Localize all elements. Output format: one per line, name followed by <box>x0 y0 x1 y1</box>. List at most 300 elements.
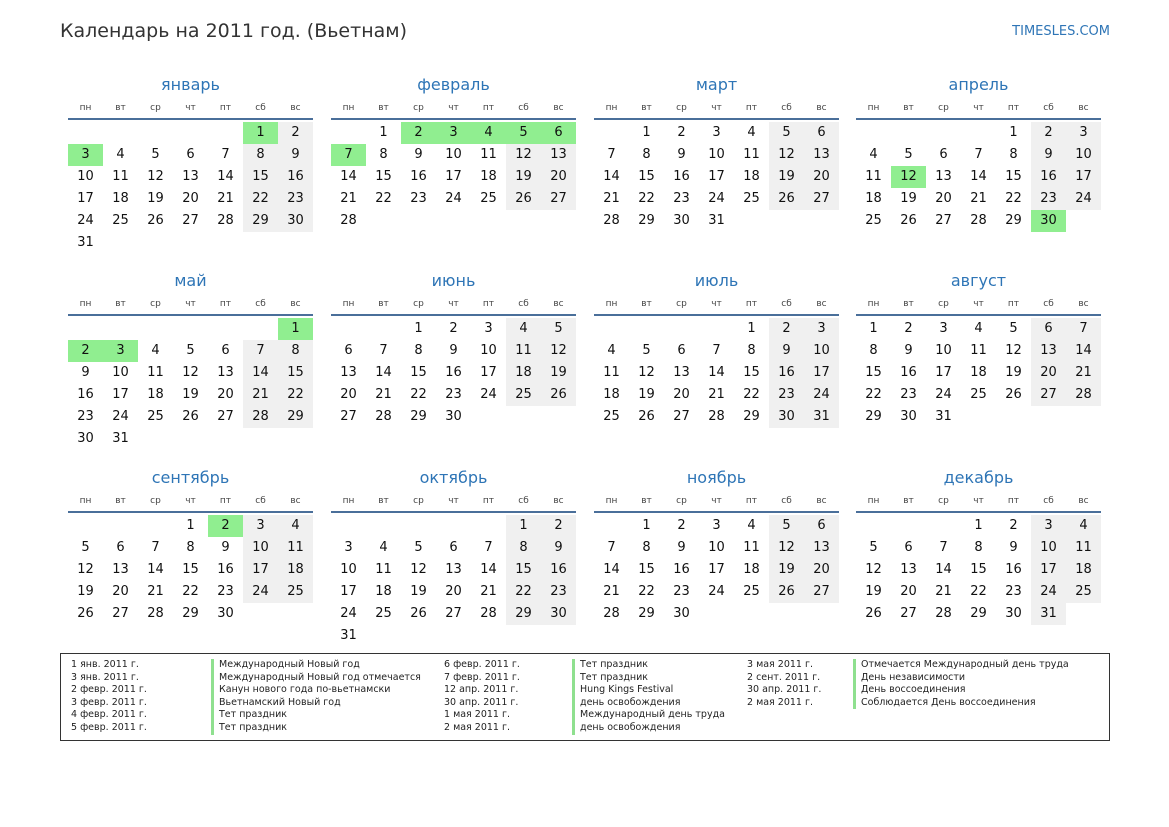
day-cell: 20 <box>445 584 462 599</box>
day-cell: 20 <box>217 387 234 402</box>
day-cell: 22 <box>638 584 655 599</box>
day-cell: 29 <box>865 409 882 424</box>
day-cell: 8 <box>642 147 651 162</box>
legend-holiday-name: Отмечается Международный день труда <box>853 659 1069 672</box>
day-cell: 22 <box>638 191 655 206</box>
day-cell: 4 <box>869 147 878 162</box>
day-cell: 17 <box>480 365 497 380</box>
month-name: октябрь <box>419 468 488 487</box>
empty-cell <box>699 318 734 340</box>
day-cell: 11 <box>147 365 164 380</box>
day-cell: 12 <box>769 144 804 166</box>
legend-holiday-name: Тет праздник <box>211 722 287 735</box>
day-cell: 26 <box>77 606 94 621</box>
day-cell: 13 <box>935 169 952 184</box>
weekday-label: сб <box>518 103 529 113</box>
day-cell: 2 <box>1031 122 1066 144</box>
day-cell: 15 <box>375 169 392 184</box>
empty-cell <box>366 318 401 340</box>
weekday-label: пт <box>482 103 495 113</box>
day-cell: 27 <box>804 188 839 210</box>
day-cell: 1 <box>506 515 541 537</box>
day-cell: 5 <box>151 147 160 162</box>
holiday-day-cell: 1 <box>243 122 278 144</box>
day-cell: 27 <box>217 409 234 424</box>
day-cell: 13 <box>673 365 690 380</box>
weekday-label: чт <box>973 299 984 309</box>
empty-cell <box>366 515 401 537</box>
day-cell: 11 <box>506 340 541 362</box>
day-cell: 6 <box>221 343 230 358</box>
day-cell: 13 <box>182 169 199 184</box>
day-cell: 21 <box>340 191 357 206</box>
day-cell: 25 <box>743 191 760 206</box>
day-cell: 9 <box>904 343 913 358</box>
day-cell: 6 <box>904 540 913 555</box>
day-cell: 2 <box>904 321 913 336</box>
weekday-header <box>68 491 313 513</box>
day-cell: 19 <box>506 166 541 188</box>
empty-cell <box>629 318 664 340</box>
weekday-label: сб <box>255 299 266 309</box>
day-cell: 3 <box>243 515 278 537</box>
day-cell: 5 <box>414 540 423 555</box>
day-cell: 15 <box>638 169 655 184</box>
day-cell: 16 <box>541 559 576 581</box>
month-block <box>331 467 576 647</box>
weekday-label: сб <box>1043 299 1054 309</box>
day-cell: 7 <box>243 340 278 362</box>
legend-date: 3 мая 2011 г. <box>747 659 813 670</box>
day-cell: 11 <box>743 540 760 555</box>
weekday-label: пт <box>1007 299 1020 309</box>
day-cell: 11 <box>743 147 760 162</box>
day-cell: 23 <box>410 191 427 206</box>
day-cell: 30 <box>278 210 313 232</box>
day-cell: 13 <box>541 144 576 166</box>
day-cell: 18 <box>865 191 882 206</box>
day-cell: 19 <box>900 191 917 206</box>
day-cell: 1 <box>642 518 651 533</box>
legend-row <box>747 684 1069 697</box>
month-block <box>856 74 1101 232</box>
weekday-label: чт <box>448 103 459 113</box>
day-cell: 13 <box>217 365 234 380</box>
day-cell: 27 <box>340 409 357 424</box>
empty-cell <box>594 318 629 340</box>
day-cell: 7 <box>607 147 616 162</box>
legend-date: 3 янв. 2011 г. <box>71 671 139 683</box>
day-cell: 24 <box>480 387 497 402</box>
day-cell: 17 <box>935 365 952 380</box>
legend-holiday-name: Тет праздник <box>572 659 648 672</box>
weekday-label: вс <box>1078 103 1089 113</box>
day-cell: 19 <box>1005 365 1022 380</box>
day-cell: 25 <box>112 213 129 228</box>
empty-cell <box>173 122 208 144</box>
day-cell: 25 <box>603 409 620 424</box>
day-cell: 28 <box>375 409 392 424</box>
day-cell: 2 <box>1009 518 1018 533</box>
weekday-label: пн <box>342 299 355 309</box>
month-name: июль <box>694 271 739 290</box>
day-cell: 25 <box>743 584 760 599</box>
holiday-day-cell: 3 <box>436 122 471 144</box>
day-cell: 21 <box>480 584 497 599</box>
empty-cell <box>926 515 961 537</box>
weekday-label: вт <box>378 299 389 309</box>
weekday-label: чт <box>185 103 196 113</box>
legend-row <box>444 659 725 672</box>
day-cell: 20 <box>112 584 129 599</box>
weekday-header <box>856 98 1101 120</box>
day-cell: 16 <box>445 365 462 380</box>
holiday-day-cell: 6 <box>541 122 576 144</box>
weekday-label: вс <box>553 496 564 506</box>
day-cell: 3 <box>712 518 721 533</box>
empty-cell <box>961 122 996 144</box>
day-cell: 5 <box>869 540 878 555</box>
day-cell: 23 <box>541 581 576 603</box>
legend-holiday-name: день освобождения <box>572 697 680 710</box>
day-cell: 7 <box>974 147 983 162</box>
holiday-day-cell: 4 <box>471 122 506 144</box>
day-cell: 27 <box>804 581 839 603</box>
day-cell: 15 <box>410 365 427 380</box>
day-cell: 26 <box>638 409 655 424</box>
day-cell: 20 <box>900 584 917 599</box>
day-cell: 11 <box>865 169 882 184</box>
weekday-label: пн <box>79 496 92 506</box>
site-link[interactable]: TIMESLES.COM <box>1012 24 1110 39</box>
day-cell: 19 <box>541 362 576 384</box>
weekday-label: ср <box>938 299 949 309</box>
day-cell: 5 <box>642 343 651 358</box>
weekday-label: пн <box>79 299 92 309</box>
day-cell: 29 <box>1005 213 1022 228</box>
day-cell: 4 <box>747 125 756 140</box>
weekday-label: сб <box>781 299 792 309</box>
day-cell: 18 <box>743 169 760 184</box>
month-name: декабрь <box>943 468 1014 487</box>
weekday-label: ср <box>413 103 424 113</box>
day-cell: 31 <box>77 235 94 250</box>
legend-holiday-name: Соблюдается День воссоединения <box>853 697 1036 710</box>
weekday-label: сб <box>781 496 792 506</box>
day-cell: 26 <box>541 384 576 406</box>
weekday-label: ср <box>938 103 949 113</box>
legend-holiday-name: Международный Новый год отмечается <box>211 672 421 685</box>
legend-date: 30 апр. 2011 г. <box>747 684 822 696</box>
day-cell: 22 <box>970 584 987 599</box>
weekday-label: пн <box>867 103 880 113</box>
day-cell: 16 <box>217 562 234 577</box>
day-cell: 10 <box>935 343 952 358</box>
day-cell: 3 <box>484 321 493 336</box>
weekday-label: пт <box>219 496 232 506</box>
legend-date: 30 апр. 2011 г. <box>444 696 519 708</box>
day-cell: 5 <box>769 515 804 537</box>
weekday-label: вт <box>903 103 914 113</box>
day-cell: 23 <box>445 387 462 402</box>
legend-row <box>747 659 1069 672</box>
empty-cell <box>138 515 173 537</box>
weekday-label: пн <box>867 299 880 309</box>
month-name: ноябрь <box>686 468 747 487</box>
day-cell: 27 <box>673 409 690 424</box>
weekday-label: ср <box>150 299 161 309</box>
legend-column-3 <box>747 659 1069 709</box>
day-cell: 15 <box>865 365 882 380</box>
day-cell: 27 <box>900 606 917 621</box>
day-cell: 24 <box>112 409 129 424</box>
day-cell: 16 <box>900 365 917 380</box>
day-cell: 20 <box>182 191 199 206</box>
day-cell: 22 <box>1005 191 1022 206</box>
day-cell: 23 <box>217 584 234 599</box>
day-cell: 17 <box>708 169 725 184</box>
weekday-label: чт <box>711 299 722 309</box>
day-cell: 13 <box>340 365 357 380</box>
empty-cell <box>68 318 103 340</box>
day-cell: 1 <box>747 321 756 336</box>
day-cell: 7 <box>712 343 721 358</box>
weekday-label: ср <box>413 299 424 309</box>
day-cell: 8 <box>1009 147 1018 162</box>
legend-date: 4 февр. 2011 г. <box>71 709 147 721</box>
day-grid <box>594 318 839 428</box>
weekday-label: сб <box>255 496 266 506</box>
weekday-label: вс <box>816 103 827 113</box>
day-cell: 7 <box>221 147 230 162</box>
day-cell: 8 <box>278 340 313 362</box>
weekday-label: чт <box>973 496 984 506</box>
day-cell: 26 <box>900 213 917 228</box>
day-cell: 28 <box>217 213 234 228</box>
day-cell: 30 <box>673 213 690 228</box>
empty-cell <box>926 122 961 144</box>
day-cell: 6 <box>677 343 686 358</box>
day-cell: 29 <box>506 603 541 625</box>
day-cell: 9 <box>414 147 423 162</box>
weekday-label: вс <box>553 103 564 113</box>
day-cell: 2 <box>769 318 804 340</box>
weekday-label: пт <box>482 496 495 506</box>
holiday-legend <box>60 653 1110 741</box>
day-cell: 12 <box>506 144 541 166</box>
day-cell: 22 <box>865 387 882 402</box>
day-cell: 18 <box>743 562 760 577</box>
day-cell: 24 <box>708 584 725 599</box>
month-block <box>856 270 1101 428</box>
day-cell: 30 <box>900 409 917 424</box>
day-cell: 19 <box>410 584 427 599</box>
day-cell: 6 <box>804 515 839 537</box>
empty-cell <box>103 515 138 537</box>
day-cell: 11 <box>603 365 620 380</box>
day-cell: 1 <box>642 125 651 140</box>
day-cell: 10 <box>243 537 278 559</box>
day-cell: 8 <box>869 343 878 358</box>
day-cell: 2 <box>677 518 686 533</box>
holiday-day-cell: 12 <box>891 166 926 188</box>
weekday-label: вс <box>816 496 827 506</box>
legend-date: 3 февр. 2011 г. <box>71 696 147 708</box>
holiday-day-cell: 5 <box>506 122 541 144</box>
day-cell: 22 <box>743 387 760 402</box>
day-cell: 4 <box>116 147 125 162</box>
day-cell: 30 <box>445 409 462 424</box>
weekday-label: пн <box>605 299 618 309</box>
day-cell: 4 <box>607 343 616 358</box>
day-cell: 12 <box>769 537 804 559</box>
day-cell: 3 <box>939 321 948 336</box>
legend-row <box>747 672 1069 685</box>
legend-holiday-name: Hung Kings Festival <box>572 684 673 697</box>
day-cell: 5 <box>541 318 576 340</box>
day-cell: 16 <box>77 387 94 402</box>
weekday-label: вт <box>378 103 389 113</box>
day-cell: 23 <box>77 409 94 424</box>
day-cell: 25 <box>506 384 541 406</box>
legend-holiday-name: Канун нового года по-вьетнамски <box>211 684 390 697</box>
day-cell: 11 <box>1066 537 1101 559</box>
day-cell: 1 <box>974 518 983 533</box>
legend-row <box>444 672 725 685</box>
day-cell: 25 <box>278 581 313 603</box>
day-cell: 9 <box>541 537 576 559</box>
weekday-label: пн <box>79 103 92 113</box>
day-cell: 13 <box>112 562 129 577</box>
day-cell: 14 <box>147 562 164 577</box>
day-cell: 23 <box>1031 188 1066 210</box>
day-cell: 31 <box>708 213 725 228</box>
day-cell: 21 <box>935 584 952 599</box>
day-cell: 25 <box>480 191 497 206</box>
weekday-label: ср <box>938 496 949 506</box>
page-title: Календарь на 2011 год. (Вьетнам) <box>60 20 408 42</box>
day-cell: 29 <box>970 606 987 621</box>
weekday-label: вт <box>641 299 652 309</box>
month-name: февраль <box>417 75 490 94</box>
month-name: май <box>174 271 207 290</box>
month-block <box>594 74 839 232</box>
day-cell: 6 <box>116 540 125 555</box>
day-cell: 5 <box>1009 321 1018 336</box>
month-name: август <box>950 271 1007 290</box>
day-cell: 16 <box>278 166 313 188</box>
day-cell: 23 <box>673 191 690 206</box>
day-cell: 4 <box>1066 515 1101 537</box>
weekday-header <box>331 98 576 120</box>
day-cell: 29 <box>410 409 427 424</box>
weekday-label: пт <box>745 299 758 309</box>
month-name: июнь <box>431 271 476 290</box>
day-cell: 20 <box>541 166 576 188</box>
day-cell: 2 <box>278 122 313 144</box>
weekday-label: сб <box>1043 103 1054 113</box>
weekday-label: чт <box>448 496 459 506</box>
day-cell: 14 <box>340 169 357 184</box>
day-cell: 6 <box>449 540 458 555</box>
day-cell: 24 <box>1066 188 1101 210</box>
day-cell: 28 <box>147 606 164 621</box>
empty-cell <box>594 515 629 537</box>
day-cell: 1 <box>186 518 195 533</box>
legend-row <box>444 709 725 722</box>
day-grid <box>856 122 1101 232</box>
day-cell: 8 <box>747 343 756 358</box>
day-cell: 18 <box>112 191 129 206</box>
legend-row <box>71 659 421 672</box>
day-cell: 12 <box>147 169 164 184</box>
empty-cell <box>68 122 103 144</box>
day-cell: 9 <box>221 540 230 555</box>
legend-row <box>71 722 421 735</box>
legend-row <box>71 697 421 710</box>
weekday-label: сб <box>518 496 529 506</box>
weekday-label: вт <box>903 299 914 309</box>
day-cell: 26 <box>769 581 804 603</box>
month-name: апрель <box>948 75 1009 94</box>
weekday-label: пт <box>745 103 758 113</box>
legend-date: 2 мая 2011 г. <box>444 721 510 733</box>
day-grid <box>68 318 313 450</box>
day-cell: 12 <box>410 562 427 577</box>
weekday-label: пт <box>482 299 495 309</box>
day-cell: 30 <box>1005 606 1022 621</box>
day-cell: 3 <box>1031 515 1066 537</box>
day-cell: 18 <box>1066 559 1101 581</box>
day-cell: 9 <box>677 540 686 555</box>
weekday-label: сб <box>1043 496 1054 506</box>
weekday-label: пт <box>219 299 232 309</box>
legend-holiday-name: День независимости <box>853 672 965 685</box>
legend-column-2 <box>444 659 725 735</box>
month-block <box>331 270 576 428</box>
month-block <box>594 270 839 428</box>
empty-cell <box>891 122 926 144</box>
empty-cell <box>856 122 891 144</box>
day-cell: 21 <box>1066 362 1101 384</box>
day-cell: 26 <box>769 188 804 210</box>
day-cell: 29 <box>278 406 313 428</box>
day-cell: 10 <box>708 540 725 555</box>
day-cell: 19 <box>769 559 804 581</box>
day-cell: 4 <box>506 318 541 340</box>
legend-date: 1 мая 2011 г. <box>444 709 510 721</box>
day-cell: 27 <box>541 188 576 210</box>
day-cell: 5 <box>81 540 90 555</box>
weekday-label: вс <box>1078 496 1089 506</box>
day-cell: 28 <box>970 213 987 228</box>
empty-cell <box>664 318 699 340</box>
day-cell: 23 <box>900 387 917 402</box>
day-cell: 28 <box>1066 384 1101 406</box>
empty-cell <box>471 515 506 537</box>
day-cell: 7 <box>379 343 388 358</box>
empty-cell <box>401 515 436 537</box>
empty-cell <box>594 122 629 144</box>
day-cell: 17 <box>340 584 357 599</box>
empty-cell <box>103 122 138 144</box>
day-grid <box>331 122 576 232</box>
day-cell: 23 <box>278 188 313 210</box>
day-cell: 13 <box>445 562 462 577</box>
day-cell: 30 <box>77 431 94 446</box>
weekday-header <box>856 294 1101 316</box>
day-cell: 23 <box>673 584 690 599</box>
